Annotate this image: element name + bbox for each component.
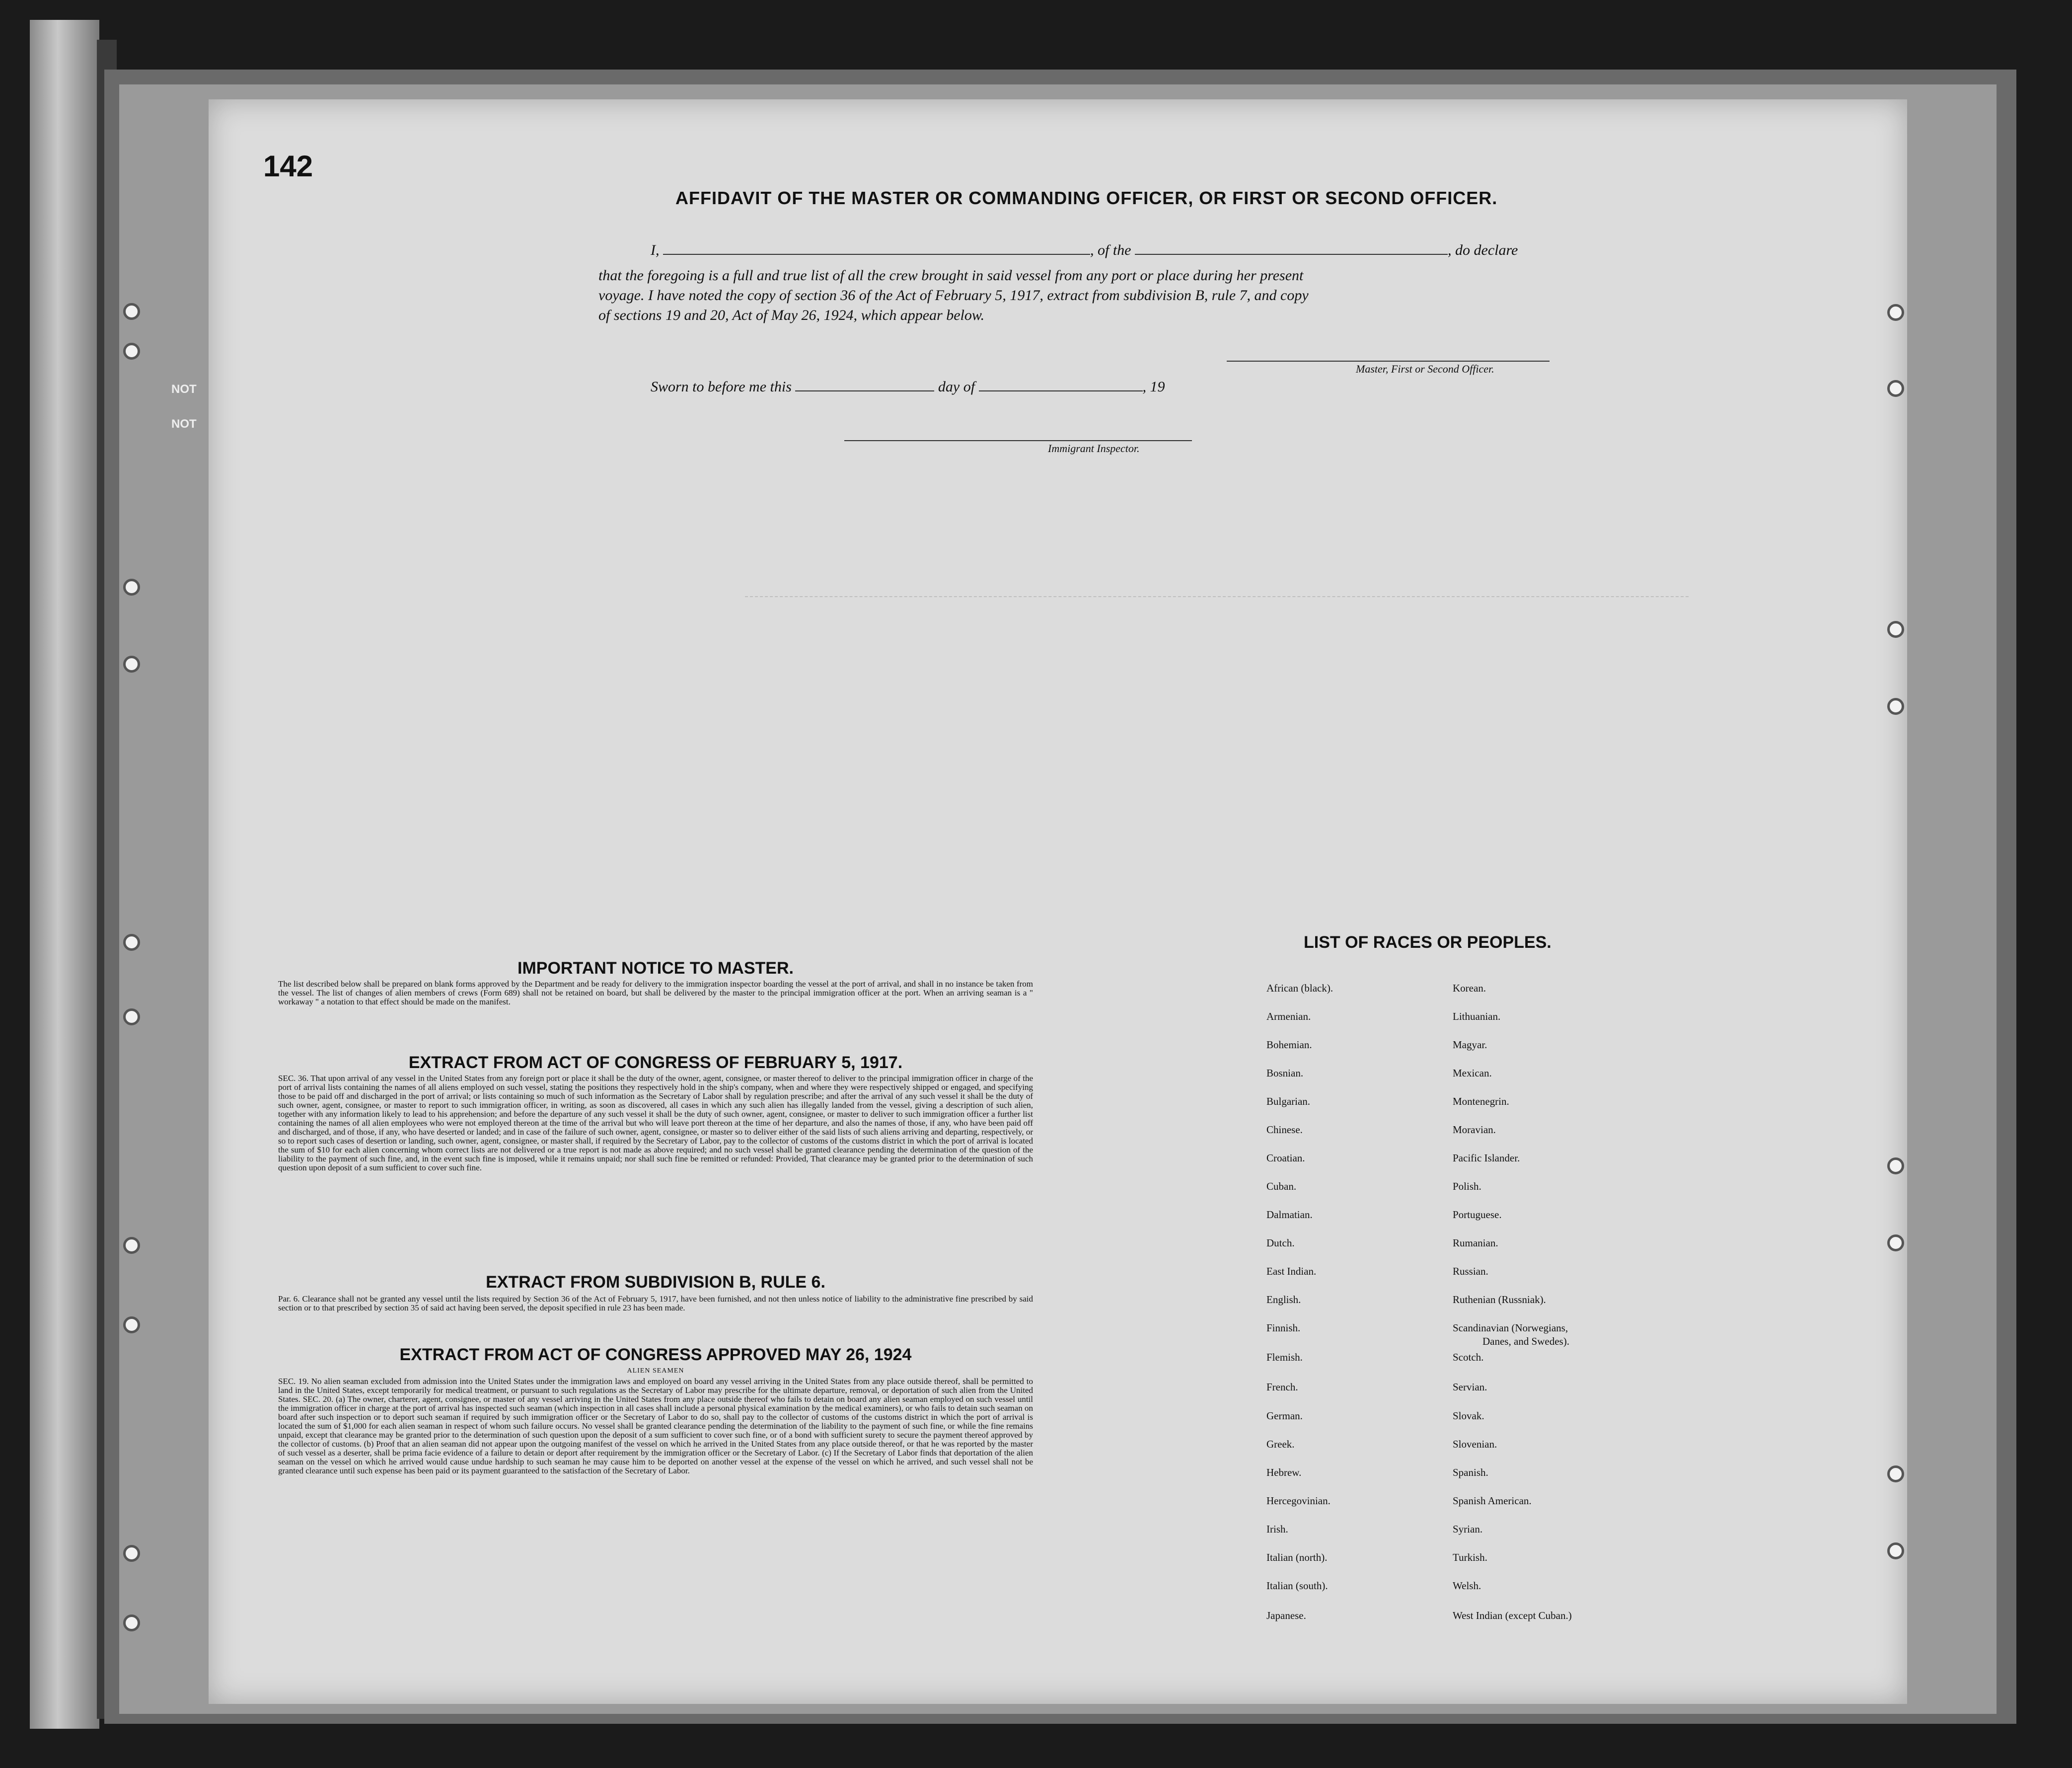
race-right: Polish. [1453,1180,1481,1192]
race-right: Scotch. [1453,1351,1484,1363]
binder-hole [123,343,140,360]
master-label: Master, First or Second Officer. [1356,363,1494,375]
race-left: German. [1266,1410,1303,1422]
affidavit-line-3: voyage. I have noted the copy of section 36 of the Act of February 5, 1917, extract from subdivision B, rule 7, and copy [598,287,1309,304]
race-left: Flemish. [1266,1351,1303,1363]
binder-hole [1887,1465,1904,1482]
day-of-label: day of [938,379,975,395]
race-left: English. [1266,1294,1301,1306]
race-right: Korean. [1453,982,1486,994]
races-title: LIST OF RACES OR PEOPLES. [1304,933,1552,952]
race-left: Greek. [1266,1438,1295,1450]
race-left: Cuban. [1266,1180,1297,1192]
race-left: Bulgarian. [1266,1095,1311,1107]
race-left: Hercegovinian. [1266,1495,1331,1507]
race-left: Irish. [1266,1523,1288,1535]
binder-hole [123,579,140,596]
year-label: , 19 [1142,379,1165,395]
race-right: Scandinavian (Norwegians, [1453,1322,1568,1334]
binder-hole [1887,380,1904,397]
race-left: Finnish. [1266,1322,1301,1334]
race-left: French. [1266,1381,1298,1393]
extract-1924-text: SEC. 19. No alien seaman excluded from admission into the United States under the immigration laws and employed on board any vessel arriving in the United States from any place outside thereof, shall be permitted to land in the United States, except temporarily for medical treatment, or pursuant to such regulations as the Secretary of Labor may prescribe for the ultimate departure, removal, or deportation of such alien from the United States. SEC. 20. (a) The owner, charterer, agent, consignee, or master of any vessel arriving in the United States from any place outside thereof who fails to detain on board any alien seaman employed on such vessel until the immigration officer in charge at the port of arrival has inspected such seaman (which inspection in all cases shall include a personal physical examination by the medical examiners), or who fails to detain such seaman on board after such inspection or to deport such seaman if required by such immigration officer or the Secretary of Labor to do so, shall pay to the collector of customs of the customs district in which the port of arrival is located the sum of $1,000 for each alien seaman in respect of whom such failure occurs. No vessel shall be granted clearance pending the determination of the liability to the payment of such fine, or while the fine remains unpaid, except that clearance may be granted prior to the determination of such question upon the deposit of a sum sufficient to cover such fine, or of a bond with sufficient surety to secure the payment thereof approved by the collector of customs. (b) Proof that an alien seaman did not appear upon the outgoing manifest of the vessel on which he arrived in the United States from any place outside thereof, or that he was reported by the master of such vessel as a deserter, shall be prima facie evidence of a failure to detain or deport after requirement by the immigration officer or the Secretary of Labor. (c) If the Secretary of Labor finds that deportation of the alien seaman on the vessel on which he arrived would cause undue hardship to such seaman he may cause him to be deported on another vessel at the expense of the vessel on which he arrived, and such vessel shall not be granted clearance until such expense has been paid or its payment guaranteed to the satisfaction of the Secretary of Labor. [278,1377,1033,1475]
race-right: Syrian. [1453,1523,1483,1535]
i-label: I, [651,242,660,258]
margin-not-2: NOT [171,417,197,431]
inspector-label: Immigrant Inspector. [1048,442,1140,455]
race-right: Turkish. [1453,1551,1487,1563]
name-blank [663,241,1090,255]
race-right: Ruthenian (Russniak). [1453,1294,1546,1306]
race-right: Spanish. [1453,1466,1488,1478]
race-right: Slovak. [1453,1410,1484,1422]
vessel-blank [1135,241,1448,255]
race-right: Montenegrin. [1453,1095,1509,1107]
of-the-label: , of the [1090,242,1131,258]
extract-rule-title: EXTRACT FROM SUBDIVISION B, RULE 6. [486,1273,825,1292]
race-right: Servian. [1453,1381,1487,1393]
race-left: Italian (north). [1266,1551,1328,1563]
inspector-signature-blank [844,427,1192,441]
notice-text: The list described below shall be prepared on blank forms approved by the Department and be ready for delivery to the immigration inspector boarding the vessel at the port of arrival, and shall in no instance be taken from the vessel. The list of changes of alien members of crews (Form 689) shall not be retained on board, but shall be delivered by the master to the principal immigration officer at the port. When an arriving seaman is a " workaway " a notation to that effect should be made on the manifest. [278,979,1033,1006]
race-right: Lithuanian. [1453,1010,1501,1022]
race-right: Slovenian. [1453,1438,1497,1450]
race-left: Japanese. [1266,1610,1306,1621]
binder-hole [1887,621,1904,638]
race-left: Bosnian. [1266,1067,1304,1079]
sworn-day-blank [795,378,934,391]
race-left: Croatian. [1266,1152,1305,1164]
race-right: Magyar. [1453,1039,1487,1051]
race-left: Italian (south). [1266,1580,1328,1592]
binder-hole [123,1237,140,1254]
binder-hole [1887,698,1904,715]
affidavit-line-1 [651,241,1569,259]
race-right: Spanish American. [1453,1495,1532,1507]
sworn-line [651,378,1247,395]
binder-hole [123,934,140,951]
race-right: Welsh. [1453,1580,1481,1592]
extract-1924-subtitle: ALIEN SEAMEN [627,1367,684,1375]
binder-hole [123,656,140,673]
race-right: Portuguese. [1453,1209,1502,1221]
race-left: Dutch. [1266,1237,1295,1249]
extract-rule-text: Par. 6. Clearance shall not be granted any vessel until the lists required by Section 36 of the Act of February 5, 1917, have been furnished, and not then unless notice of liability to the administrative fine prescribed by said section or to that prescribed by section 35 of said act having been served, the deposit specified in rule 23 has been made. [278,1294,1033,1312]
affidavit-title: AFFIDAVIT OF THE MASTER OR COMMANDING OFFICER, OR FIRST OR SECOND OFFICER. [675,188,1498,208]
margin-not-1: NOT [171,383,197,396]
binder-hole [1887,304,1904,321]
binder-hole [123,1008,140,1025]
sworn-month-blank [979,378,1143,391]
race-left: Dalmatian. [1266,1209,1313,1221]
race-right: Pacific Islander. [1453,1152,1520,1164]
race-right: Moravian. [1453,1124,1496,1136]
affidavit-line-2: that the foregoing is a full and true list of all the crew brought in said vessel from any port or place during her present [598,267,1304,284]
do-declare-label: , do declare [1448,242,1518,258]
race-left: Armenian. [1266,1010,1311,1022]
binder-hole [123,1545,140,1562]
sworn-label: Sworn to before me this [651,379,792,395]
binder-hole [1887,1157,1904,1174]
race-left: Hebrew. [1266,1466,1302,1478]
extract-1917-title: EXTRACT FROM ACT OF CONGRESS OF FEBRUARY 5, 1917. [408,1053,903,1072]
bleed-through [745,596,1689,895]
extract-1924-title: EXTRACT FROM ACT OF CONGRESS APPROVED MAY 26, 1924 [399,1345,912,1364]
race-left: Chinese. [1266,1124,1303,1136]
binder-strip [30,20,99,1729]
binder-hole [123,1614,140,1631]
race-right-continued: Danes, and Swedes). [1482,1335,1569,1347]
page-number: 142 [263,150,313,183]
notice-title: IMPORTANT NOTICE TO MASTER. [518,959,794,978]
race-right: Rumanian. [1453,1237,1498,1249]
master-signature-blank [1227,348,1550,362]
race-left: African (black). [1266,982,1333,994]
race-left: Bohemian. [1266,1039,1312,1051]
affidavit-line-4: of sections 19 and 20, Act of May 26, 1924, which appear below. [598,307,985,323]
extract-1917-text: SEC. 36. That upon arrival of any vessel in the United States from any foreign port or place it shall be the duty of the owner, agent, consignee, or master thereof to deliver to the principal immigration officer in charge of the port of arrival lists containing the names of all aliens employed on such vessel, stating the positions they respectively hold in the ship's company, when and where they were respectively shipped or engaged, and specifying those to be paid off and discharged in the port of arrival; or lists containing so much of such information as the Secretary of Labor shall by regulation prescribe; and after the arrival of any such vessel it shall be the duty of such owner, agent, consignee, or master to report to such immigration officer, in writing, as soon as discovered, all cases in which any such alien has illegally landed from the vessel, giving a description of such alien, together with any information likely to lead to his apprehension; and before the departure of any such vessel it shall be the duty of such owner, agent, consignee, or master to deliver to such immigration officer a further list containing the names of all alien employees who were not employed thereon at the time of the arrival but who will leave port thereon at the time of her departure, and also the names of those, if any, who have been paid off and discharged, and of those, if any, who have deserted or landed; and in case of the failure of such owner, agent, consignee, or master so to deliver either of the said lists of such aliens arriving and departing, respectively, or so to report such cases of desertion or landing, such owner, agent, consignee, or master shall, if required by the Secretary of Labor, pay to the collector of customs of the customs district in which the port of arrival is located the sum of $10 for each alien concerning whom correct lists are not delivered or a true report is not made as above required; and no such vessel shall be granted clearance pending the determination of the question of the liability to the payment of such fine, and, in the event such fine is imposed, while it remains unpaid; nor shall such fine be remitted or refunded: Provided, That clearance may be granted prior to the determination of such question upon deposit of a sum sufficient to cover such fine. [278,1074,1033,1172]
binder-hole [123,1316,140,1333]
race-left: East Indian. [1266,1265,1317,1277]
binder-hole [1887,1234,1904,1251]
race-right: West Indian (except Cuban.) [1453,1610,1572,1621]
binder-hole [123,303,140,320]
race-right: Russian. [1453,1265,1488,1277]
race-right: Mexican. [1453,1067,1492,1079]
binder-hole [1887,1542,1904,1559]
